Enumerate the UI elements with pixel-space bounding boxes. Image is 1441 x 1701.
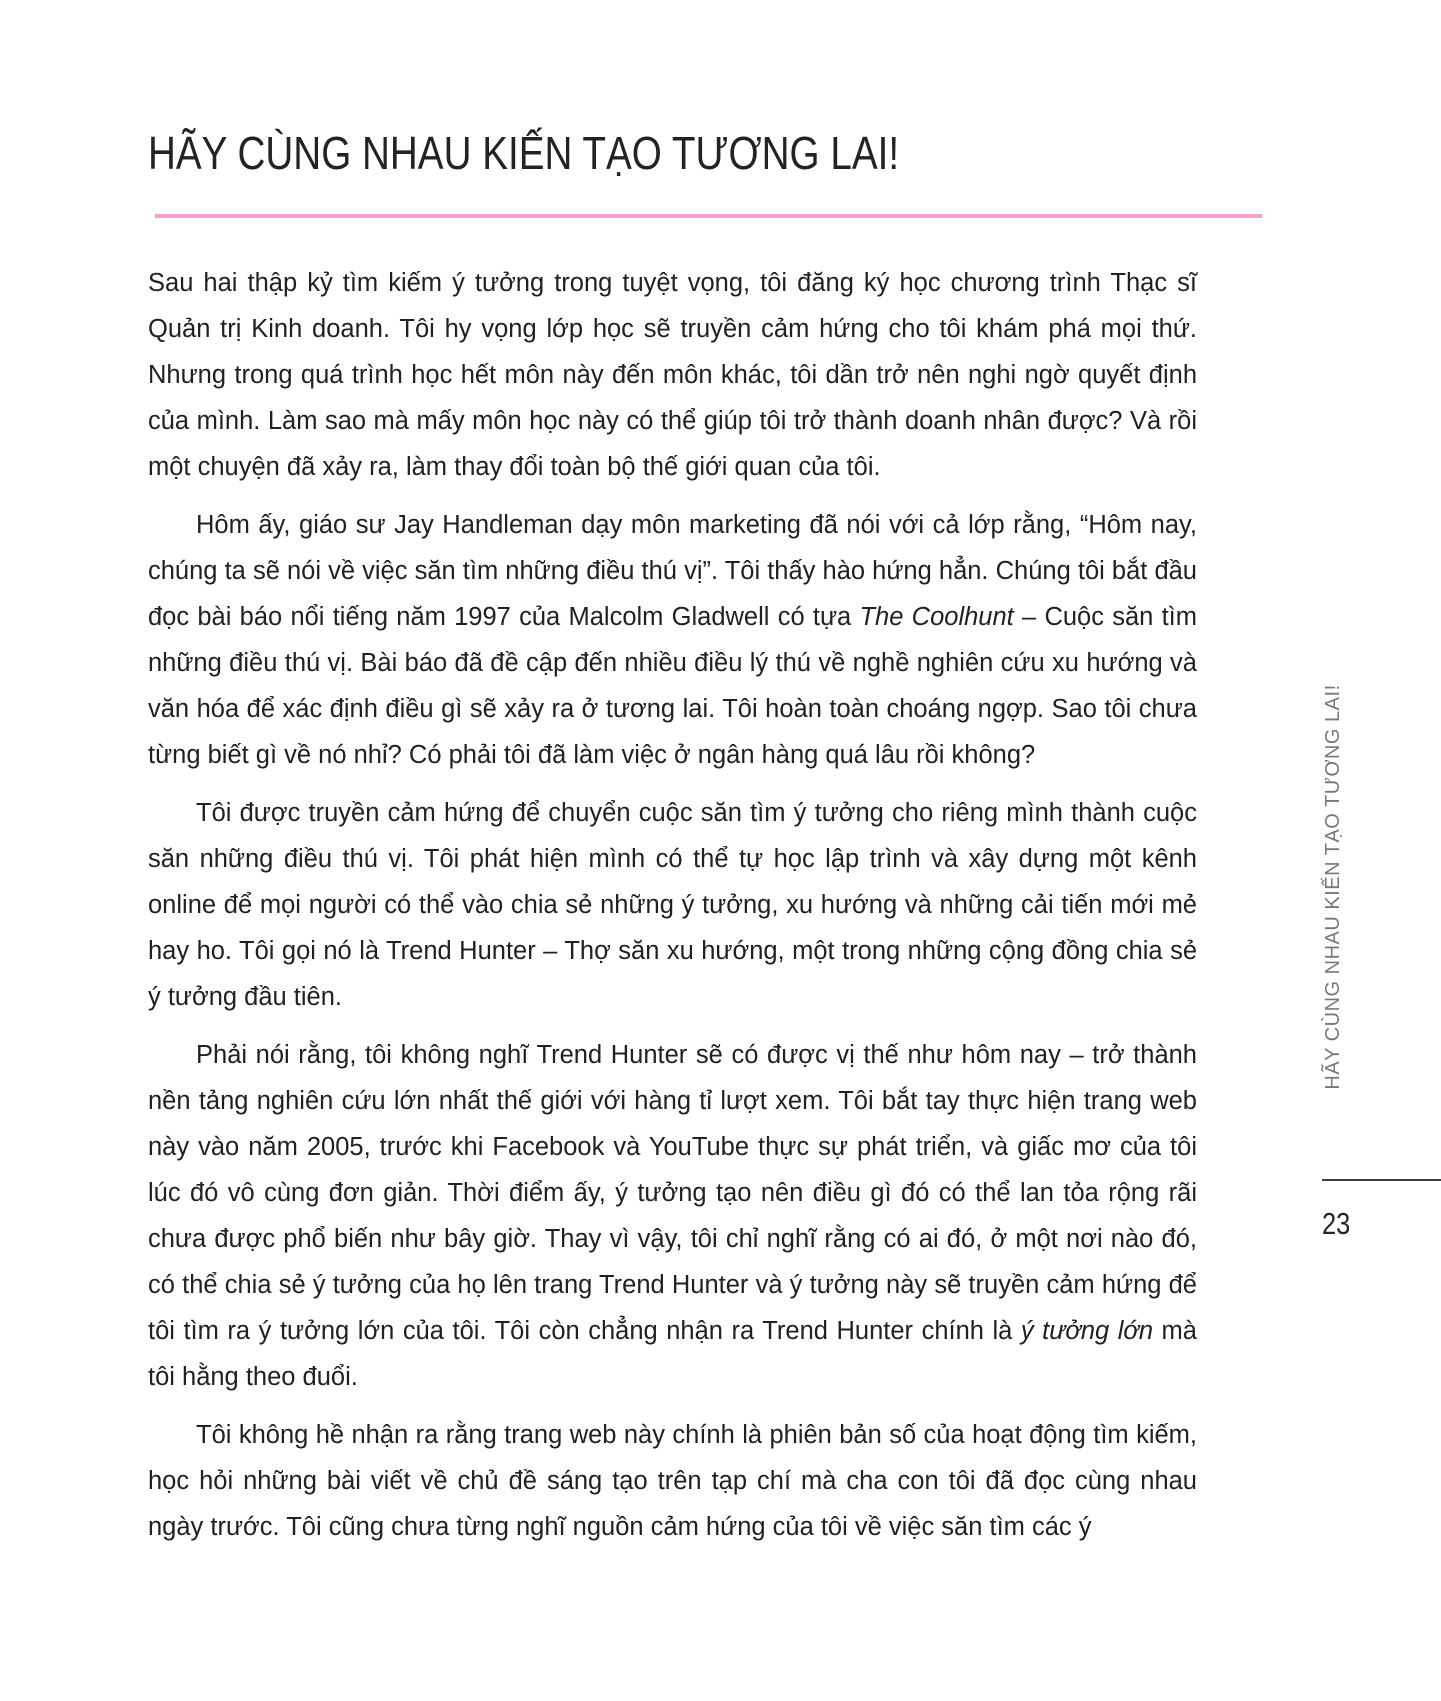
title-underline <box>155 214 1262 218</box>
body-paragraph <box>148 1412 1197 1550</box>
body-paragraph <box>148 1032 1197 1400</box>
page-title: HÃY CÙNG NHAU KIẾN TẠO TƯƠNG LAI! <box>148 127 900 179</box>
text-run: – Cuộc săn tìm những điều thú vị. Bài báo đã đề cập đến nhiều điều lý thú về nghề nghiên cứu xu hướng và văn hóa để xác định điều gì sẽ xảy ra ở tương lai. Tôi hoàn toàn choáng ngợp. Sao tôi chưa từng biết gì về nó nhỉ? Có phải tôi đã làm việc ở ngân hàng quá lâu rồi không? <box>148 603 1198 769</box>
text-run: Tôi được truyền cảm hứng để chuyển cuộc săn tìm ý tưởng cho riêng mình thành cuộc săn những điều thú vị. Tôi phát hiện mình có thể tự học lập trình và xây dựng một kênh online để mọi người có thể vào chia sẻ những ý tưởng, xu hướng và những cải tiến mới mẻ hay ho. Tôi gọi nó là Trend Hunter – Thợ săn xu hướng, một trong những cộng đồng chia sẻ ý tưởng đầu tiên. <box>148 799 1197 1011</box>
sidebar-vertical-title: HÃY CÙNG NHAU KIẾN TẠO TƯƠNG LAI! <box>1322 684 1344 1090</box>
text-run: Tôi không hề nhận ra rằng trang web này chính là phiên bản số của hoạt động tìm kiếm, học hỏi những bài viết về chủ đề sáng tạo trên tạp chí mà cha con tôi đã đọc cùng nhau ngày trước. Tôi cũng chưa từng nghĩ nguồn cảm hứng của tôi về việc săn tìm các ý <box>148 1421 1197 1541</box>
body-paragraph <box>148 790 1197 1020</box>
body-text <box>148 260 1197 1562</box>
text-run: mà tôi hằng theo đuổi. <box>148 1317 1197 1391</box>
italic-text-run: ý tưởng lớn <box>1020 1317 1154 1345</box>
body-paragraph <box>148 502 1197 778</box>
text-run: Hôm ấy, giáo sư Jay Handleman dạy môn marketing đã nói với cả lớp rằng, “Hôm nay, chúng ta sẽ nói về việc săn tìm những điều thú vị”. Tôi thấy hào hứng hẳn. Chúng tôi bắt đầu đọc bài báo nổi tiếng năm 1997 của Malcolm Gladwell có tựa <box>148 511 1197 631</box>
text-run: Sau hai thập kỷ tìm kiếm ý tưởng trong tuyệt vọng, tôi đăng ký học chương trình Thạc sĩ Quản trị Kinh doanh. Tôi hy vọng lớp học sẽ truyền cảm hứng cho tôi khám phá mọi thứ. Nhưng trong quá trình học hết môn này đến môn khác, tôi dần trở nên nghi ngờ quyết định của mình. Làm sao mà mấy môn học này có thể giúp tôi trở thành doanh nhân được? Và rồi một chuyện đã xảy ra, làm thay đổi toàn bộ thế giới quan của tôi. <box>148 269 1197 481</box>
italic-text-run: The Coolhunt <box>859 603 1014 631</box>
page-number: 23 <box>1322 1206 1351 1241</box>
page-number-rule <box>1322 1179 1441 1181</box>
body-paragraph <box>148 260 1197 490</box>
text-run: Phải nói rằng, tôi không nghĩ Trend Hunter sẽ có được vị thế như hôm nay – trở thành nền tảng nghiên cứu lớn nhất thế giới với hàng tỉ lượt xem. Tôi bắt tay thực hiện trang web này vào năm 2005, trước khi Facebook và YouTube thực sự phát triển, và giấc mơ của tôi lúc đó vô cùng đơn giản. Thời điểm ấy, ý tưởng tạo nên điều gì đó có thể lan tỏa rộng rãi chưa được phổ biến như bây giờ. Thay vì vậy, tôi chỉ nghĩ rằng có ai đó, ở một nơi nào đó, có thể chia sẻ ý tưởng của họ lên trang Trend Hunter và ý tưởng này sẽ truyền cảm hứng để tôi tìm ra ý tưởng lớn của tôi. Tôi còn chẳng nhận ra Trend Hunter chính là <box>148 1041 1197 1345</box>
